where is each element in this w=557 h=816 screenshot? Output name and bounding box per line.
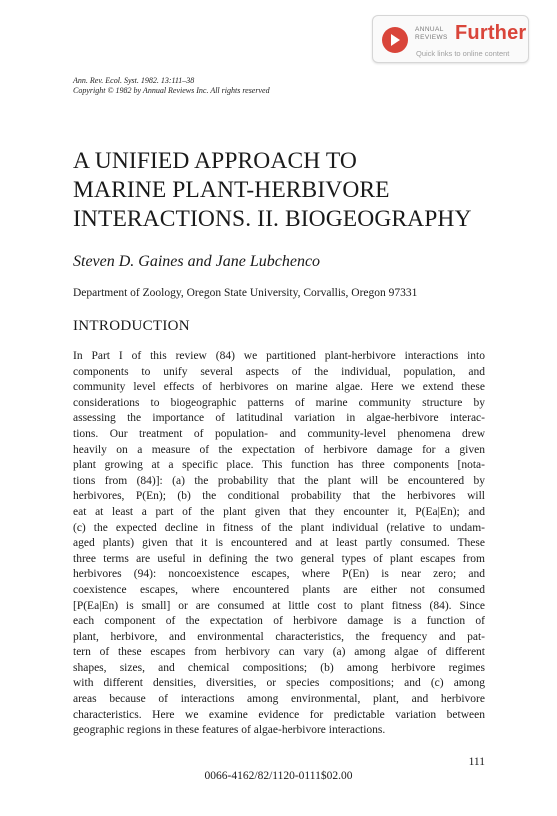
authors: Steven D. Gaines and Jane Lubchenco <box>73 253 321 270</box>
body-line: plant growing at a specific place. This function has three components [nota- <box>73 459 485 472</box>
publisher-wordmark <box>415 26 449 42</box>
body-line: three terms are useful in defining the two general types of plant escapes from <box>73 552 485 565</box>
body-line: coexistence escapes, where encountered plants are either not consumed <box>73 583 485 596</box>
body-line: herbivores (94): noncoexistence escapes, where P(En) is near zero; and <box>73 568 485 581</box>
title-line: MARINE PLANT-HERBIVORE <box>73 177 390 203</box>
body-line: eat at least a part of the plant given that they encounter it, P(Ea|En); and <box>73 505 485 518</box>
body-line: aged plants) given that it is encountered and at least partly consumed. These <box>73 537 485 550</box>
body-paragraph <box>73 349 485 739</box>
body-line: heavily on a measure of the expectation of herbivore damage for a given <box>73 443 485 456</box>
annual-reviews-arrow-icon <box>382 27 408 53</box>
body-line: In Part I of this review (84) we partitioned plant-herbivore interactions into <box>73 350 485 362</box>
body-line: plant, herbivore, and environmental characteristics, the frequency and pat- <box>73 630 485 643</box>
body-line: [P(Ea|En) is small] or are consumed at little cost to plant fitness (84). Since <box>73 599 485 612</box>
section-heading: INTRODUCTION <box>73 318 190 334</box>
body-line: characteristics. Here we examine evidence for predictable variation between <box>73 708 485 721</box>
body-line: shapes, sizes, and chemical compositions; (b) among herbivore regimes <box>73 661 485 674</box>
publisher-wordmark-line1: ANNUAL <box>415 26 444 33</box>
body-line: tions. Our treatment of population- and community-level phenomena drew <box>73 427 485 440</box>
footer-code: 0066-4162/82/1120-0111$02.00 <box>204 770 353 782</box>
further-sublabel: Quick links to online content <box>416 49 510 58</box>
body-line: geographic regions in these features of algae-herbivore interactions. <box>73 724 386 737</box>
body-line: components to unify several aspects of the individual, population, and <box>73 365 485 378</box>
article-title <box>73 147 472 234</box>
title-line: INTERACTIONS. II. BIOGEOGRAPHY <box>73 206 472 232</box>
publisher-wordmark-line2: REVIEWS <box>415 34 448 41</box>
affiliation: Department of Zoology, Oregon State University, Corvallis, Oregon 97331 <box>73 287 418 299</box>
citation-line-copyright: Copyright © 1982 by Annual Reviews Inc. All rights reserved <box>73 86 270 95</box>
body-line: areas because of interactions among environmental, plant, and herbivore <box>73 693 485 706</box>
body-line: herbivores, P(En); (b) the conditional probability that the herbivores will <box>73 490 485 503</box>
body-line: assessing the importance of latitudinal variation in algae-herbivore interac- <box>73 412 485 425</box>
journal-citation <box>73 76 270 96</box>
body-line: each component of the expectation of herbivore damage is a function of <box>73 615 485 628</box>
title-line: A UNIFIED APPROACH TO <box>73 148 357 174</box>
body-line: with different densities, diversities, or species compositions; and (c) among <box>73 677 485 690</box>
further-label: Further <box>455 22 527 44</box>
page-number: 111 <box>468 756 485 768</box>
further-quick-links-badge[interactable] <box>372 15 529 63</box>
body-line: considerations to biogeographic patterns of marine community structure by <box>73 396 485 409</box>
body-line: tions from (84)]: (a) the probability that the plant will be encountered by <box>73 474 485 487</box>
citation-line-journal: Ann. Rev. Ecol. Syst. 1982. 13:111–38 <box>73 76 195 85</box>
body-line: tern of these escapes from herbivory can vary (a) among algae of different <box>73 646 485 659</box>
body-line: community level effects of herbivores on marine algae. Here we extend these <box>73 381 485 394</box>
body-line: (c) the expected decline in fitness of the plant individual (relative to undam- <box>73 521 485 534</box>
